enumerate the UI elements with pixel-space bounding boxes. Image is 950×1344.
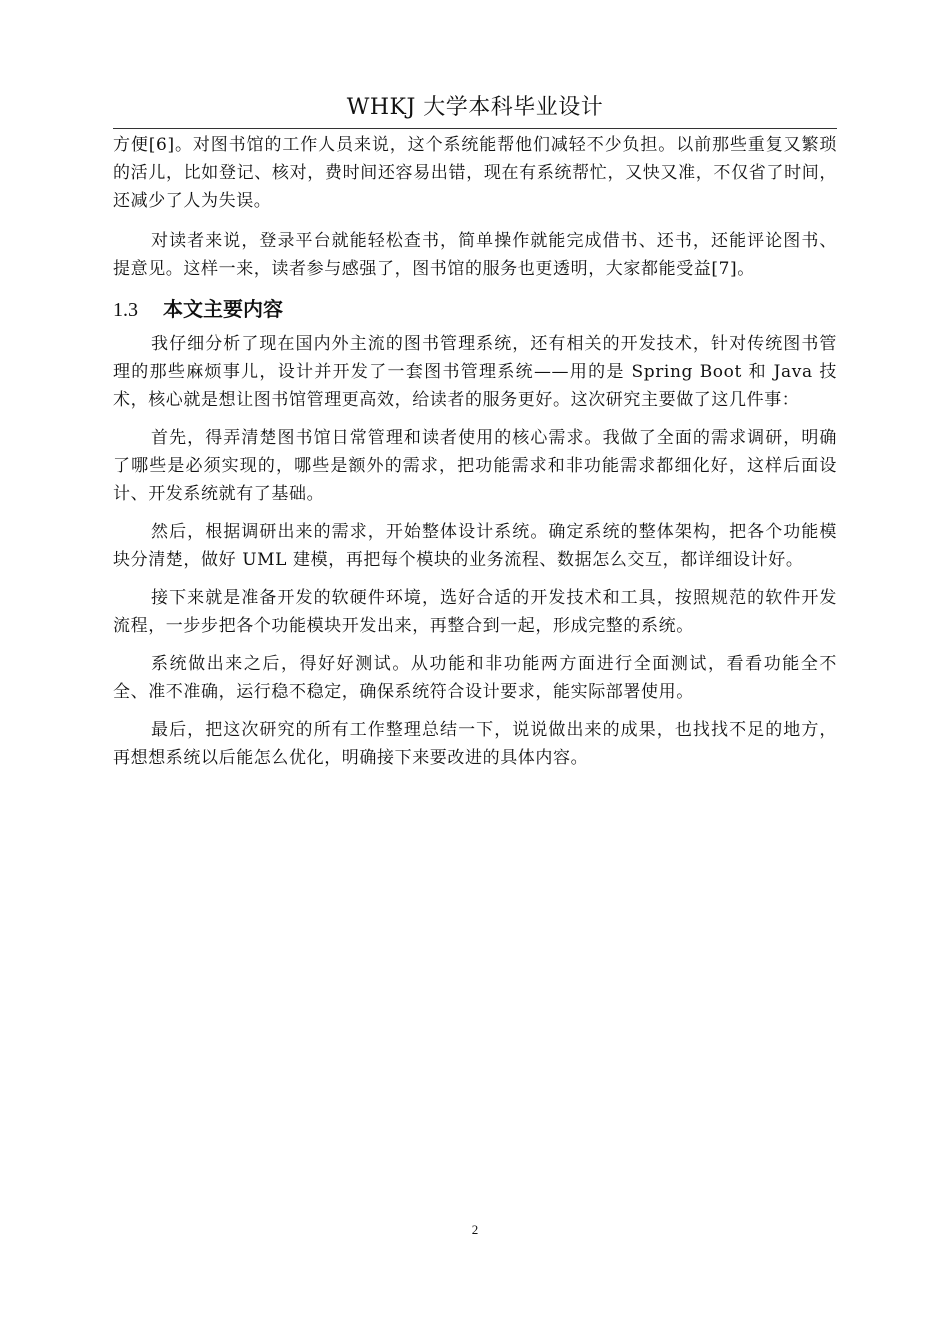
section-number: 1.3	[113, 299, 138, 321]
page-number: 2	[471, 1222, 479, 1237]
paragraph-intro: 我仔细分析了现在国内外主流的图书管理系统，还有相关的开发技术，针对传统图书管理的那些麻烦事儿，设计并开发了一套图书管理系统——用的是 Spring Boot 和 Java 技术，核心就是想让图书馆管理更高效，给读者的服务更好。这次研究主要做了这几件事：	[113, 334, 837, 410]
paragraph-step-4: 系统做出来之后，得好好测试。从功能和非功能两方面进行全面测试，看看功能全不全、准不准确，运行稳不稳定，确保系统符合设计要求，能实际部署使用。	[113, 654, 837, 702]
paragraph-step-5: 最后，把这次研究的所有工作整理总结一下，说说做出来的成果，也找找不足的地方，再想想系统以后能怎么优化，明确接下来要改进的具体内容。	[113, 720, 837, 768]
paragraph-continued: 方便[6]。对图书馆的工作人员来说，这个系统能帮他们减轻不少负担。以前那些重复又繁琐的活儿，比如登记、核对，费时间还容易出错，现在有系统帮忙，又快又准，不仅省了时间，还减少了人为失误。	[113, 135, 837, 211]
header-title: WHKJ 大学本科毕业设计	[346, 95, 604, 120]
section-heading	[113, 293, 837, 326]
paragraph-step-2: 然后，根据调研出来的需求，开始整体设计系统。确定系统的整体架构，把各个功能模块分清楚，做好 UML 建模，再把每个模块的业务流程、数据怎么交互，都详细设计好。	[113, 522, 837, 570]
document-body	[113, 131, 837, 782]
paragraph-step-3: 接下来就是准备开发的软硬件环境，选好合适的开发技术和工具，按照规范的软件开发流程，一步步把各个功能模块开发出来，再整合到一起，形成完整的系统。	[113, 588, 837, 636]
page-header	[113, 92, 837, 129]
section-title: 本文主要内容	[163, 297, 283, 321]
paragraph-step-1: 首先，得弄清楚图书馆日常管理和读者使用的核心需求。我做了全面的需求调研，明确了哪些是必须实现的，哪些是额外的需求，把功能需求和非功能需求都细化好，这样后面设计、开发系统就有了基础。	[113, 428, 837, 504]
paragraph-readers: 对读者来说，登录平台就能轻松查书，简单操作就能完成借书、还书，还能评论图书、提意见。这样一来，读者参与感强了，图书馆的服务也更透明，大家都能受益[7]。	[113, 231, 837, 279]
